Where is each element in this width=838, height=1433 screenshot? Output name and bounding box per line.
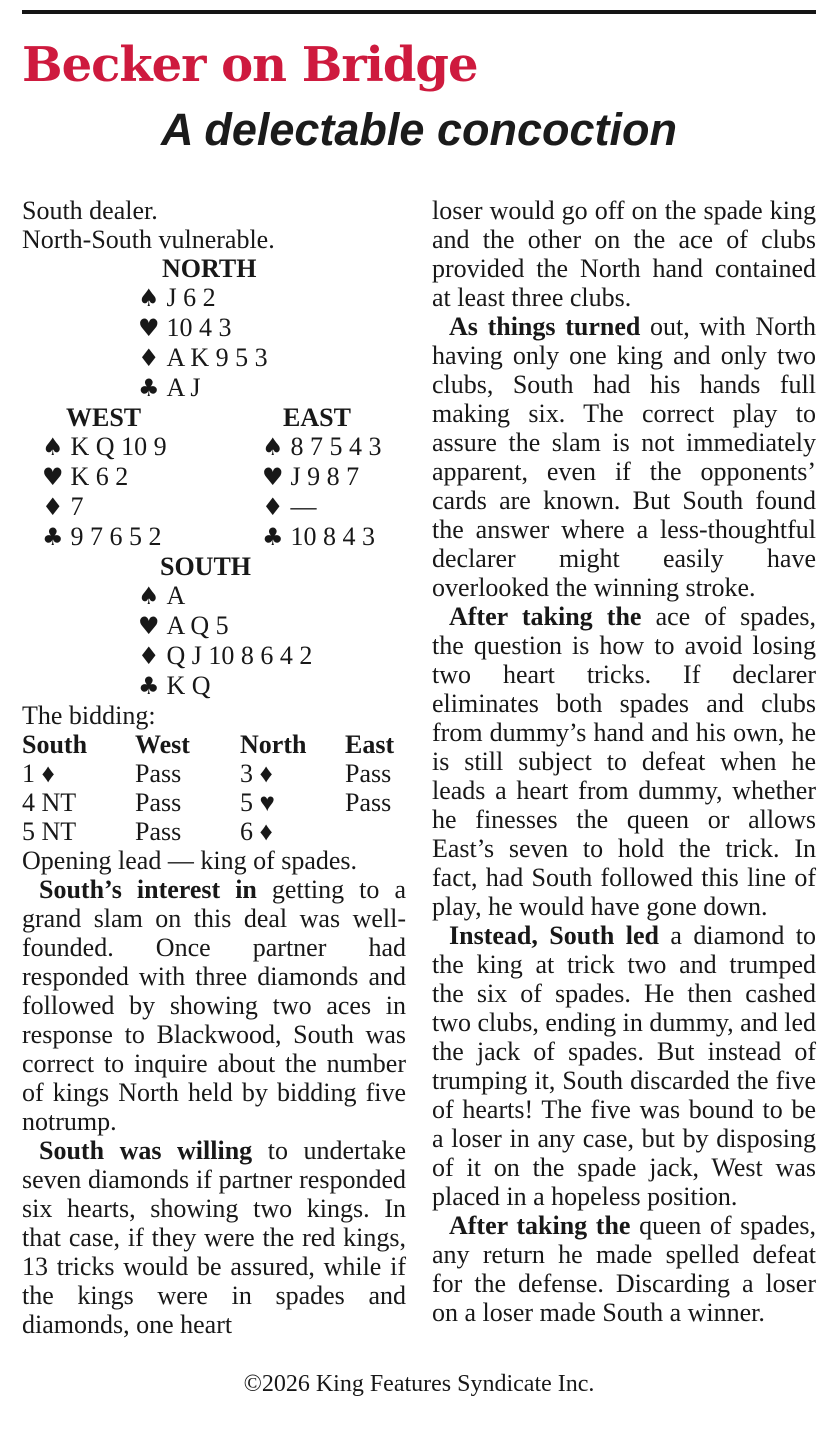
diamond-icon: ♦: [138, 641, 160, 670]
article-subtitle: A delectable concoction: [161, 104, 677, 156]
east-clubs-cards: 10 8 4 3: [290, 521, 376, 551]
article-columns: [22, 196, 816, 1339]
vulnerable-line: North-South vulnerable.: [22, 224, 275, 254]
south-spades-line: [138, 581, 406, 611]
club-icon: ♣: [138, 373, 160, 402]
diamond-icon: ♦: [138, 343, 160, 372]
north-diamonds-line: [138, 343, 406, 373]
paragraph-lead: South’s interest in: [39, 874, 257, 904]
diamond-icon: ♦: [42, 492, 64, 521]
right-column: [432, 196, 816, 1339]
north-diamonds-cards: A K 9 5 3: [166, 342, 268, 372]
bid-cell: 6 ♦: [240, 816, 273, 846]
south-hearts-line: [138, 611, 406, 641]
paragraph: [22, 1136, 406, 1339]
bid-cell: Pass: [135, 787, 182, 817]
south-clubs-cards: K Q: [166, 670, 211, 700]
east-spades-line: [262, 432, 382, 462]
left-column: [22, 196, 406, 1339]
paragraph-text: a diamond to the king at trick two and trumped the six of spades. He then cashed two clubs, ending in dummy, and led the jack of spades. But instead of trumping it, South discarded the five of hearts! The five was bound to be a loser in any case, but by disposing of it on the spade jack, West was placed in a hopeless position.: [432, 920, 816, 1211]
paragraph-text: queen of spades, any return he made spelled defeat for the defense. Discarding a loser on a loser made South a winner.: [432, 1210, 816, 1327]
north-hand-label: NORTH: [162, 253, 257, 283]
paragraph: [432, 921, 816, 1211]
heart-icon: ♥: [262, 462, 284, 491]
bid-cell: Pass: [135, 816, 182, 846]
east-clubs-line: [262, 522, 382, 552]
newspaper-page: [0, 10, 838, 1398]
west-hand-label: WEST: [66, 402, 142, 432]
club-icon: ♣: [42, 522, 64, 551]
heart-icon: ♥: [42, 462, 64, 491]
south-hearts-cards: A Q 5: [166, 610, 229, 640]
opening-lead-line: Opening lead — king of spades.: [22, 845, 358, 875]
paragraph-text: to undertake seven diamonds if partner responded six hearts, showing two kings. In that case, if they were the red kings, 13 tricks would be assured, while if the kings were in spades and diamonds, one heart: [22, 1135, 406, 1339]
bidding-table: [22, 730, 406, 846]
bidding-intro: The bidding:: [22, 700, 156, 730]
paragraph-text: getting to a grand slam on this deal was well-founded. Once partner had responded with three diamonds and followed by showing two aces in response to Blackwood, South was correct to inquire about the number of kings North held by bidding five notrump.: [22, 874, 406, 1136]
south-hand: [138, 552, 406, 701]
north-clubs-line: [138, 373, 406, 403]
east-diamonds-cards: —: [290, 491, 317, 521]
paragraph: [432, 196, 816, 312]
bid-cell: 4 NT: [22, 787, 77, 817]
paragraph-lead: Instead, South led: [449, 920, 659, 950]
bid-cell: Pass: [135, 758, 182, 788]
bid-cell: 5 ♥: [240, 787, 275, 817]
west-hand: [42, 403, 247, 552]
bidding-header-west: West: [135, 729, 190, 759]
spade-icon: ♠: [262, 432, 284, 461]
diamond-icon: ♦: [262, 492, 284, 521]
paragraph-lead: South was willing: [39, 1135, 253, 1165]
west-hearts-line: [42, 462, 247, 492]
north-spades-line: [138, 283, 406, 313]
paragraph: [432, 602, 816, 921]
paragraph: [432, 312, 816, 602]
west-spades-cards: K Q 10 9: [70, 431, 167, 461]
east-hearts-cards: J 9 8 7: [290, 461, 360, 491]
spade-icon: ♠: [138, 581, 160, 610]
paragraph: [432, 1211, 816, 1327]
north-clubs-cards: A J: [166, 372, 201, 402]
east-hand-label: EAST: [283, 402, 351, 432]
west-diamonds-cards: 7: [70, 491, 84, 521]
west-clubs-line: [42, 522, 247, 552]
dealer-line: South dealer.: [22, 195, 158, 225]
paragraph-text: loser would go off on the spade king and the other on the ace of clubs provided the North hand contained at least three clubs.: [432, 195, 816, 312]
north-hearts-cards: 10 4 3: [166, 312, 232, 342]
paragraph-lead: After taking the: [449, 601, 642, 631]
north-spades-cards: J 6 2: [166, 282, 216, 312]
bid-cell: 3 ♦: [240, 758, 273, 788]
east-spades-cards: 8 7 5 4 3: [290, 431, 382, 461]
club-icon: ♣: [262, 522, 284, 551]
paragraph-lead: After taking the: [449, 1210, 631, 1240]
east-hand: [262, 403, 382, 552]
copyright-line: ©2026 King Features Syndicate Inc.: [243, 1370, 595, 1397]
bidding-header-south: South: [22, 729, 88, 759]
paragraph: [22, 875, 406, 1136]
west-hearts-cards: K 6 2: [70, 461, 129, 491]
west-diamonds-line: [42, 492, 247, 522]
east-diamonds-line: [262, 492, 382, 522]
east-hearts-line: [262, 462, 382, 492]
south-diamonds-line: [138, 641, 406, 671]
bid-cell: Pass: [345, 787, 392, 817]
south-clubs-line: [138, 671, 406, 701]
bid-cell: 5 NT: [22, 816, 77, 846]
bidding-header-east: East: [345, 729, 395, 759]
west-clubs-cards: 9 7 6 5 2: [70, 521, 162, 551]
bid-cell: 1 ♦: [22, 758, 55, 788]
south-diamonds-cards: Q J 10 8 6 4 2: [166, 640, 313, 670]
heart-icon: ♥: [138, 313, 160, 342]
west-east-row: [22, 403, 406, 552]
paragraph-lead: As things turned: [449, 311, 641, 341]
club-icon: ♣: [138, 671, 160, 700]
heart-icon: ♥: [138, 611, 160, 640]
bid-cell: [345, 817, 406, 846]
spade-icon: ♠: [42, 432, 64, 461]
paragraph-text: out, with North having only one king and only two clubs, South had his hands full making six. The correct play to assure the slam is not immediately apparent, even if the opponents’ cards are known. But South found the answer where a less-thoughtful declarer might easily have overlooked the winning stroke.: [432, 311, 817, 602]
bidding-header-north: North: [240, 729, 307, 759]
bid-cell: Pass: [345, 758, 392, 788]
paragraph-text: ace of spades, the question is how to avoid losing two heart tricks. If declarer eliminates both spades and clubs from dummy’s hand and his own, he is still subject to defeat when he leads a heart from dummy, whether he finesses the queen or allows East’s seven to hold the trick. In fact, had South followed this line of play, he would have gone down.: [432, 601, 816, 921]
north-hearts-line: [138, 313, 406, 343]
south-hand-label: SOUTH: [160, 551, 252, 581]
top-rule: [22, 10, 816, 14]
masthead-title: Becker on Bridge: [22, 37, 478, 93]
west-spades-line: [42, 432, 247, 462]
north-hand: [138, 254, 406, 403]
south-spades-cards: A: [166, 580, 186, 610]
spade-icon: ♠: [138, 283, 160, 312]
